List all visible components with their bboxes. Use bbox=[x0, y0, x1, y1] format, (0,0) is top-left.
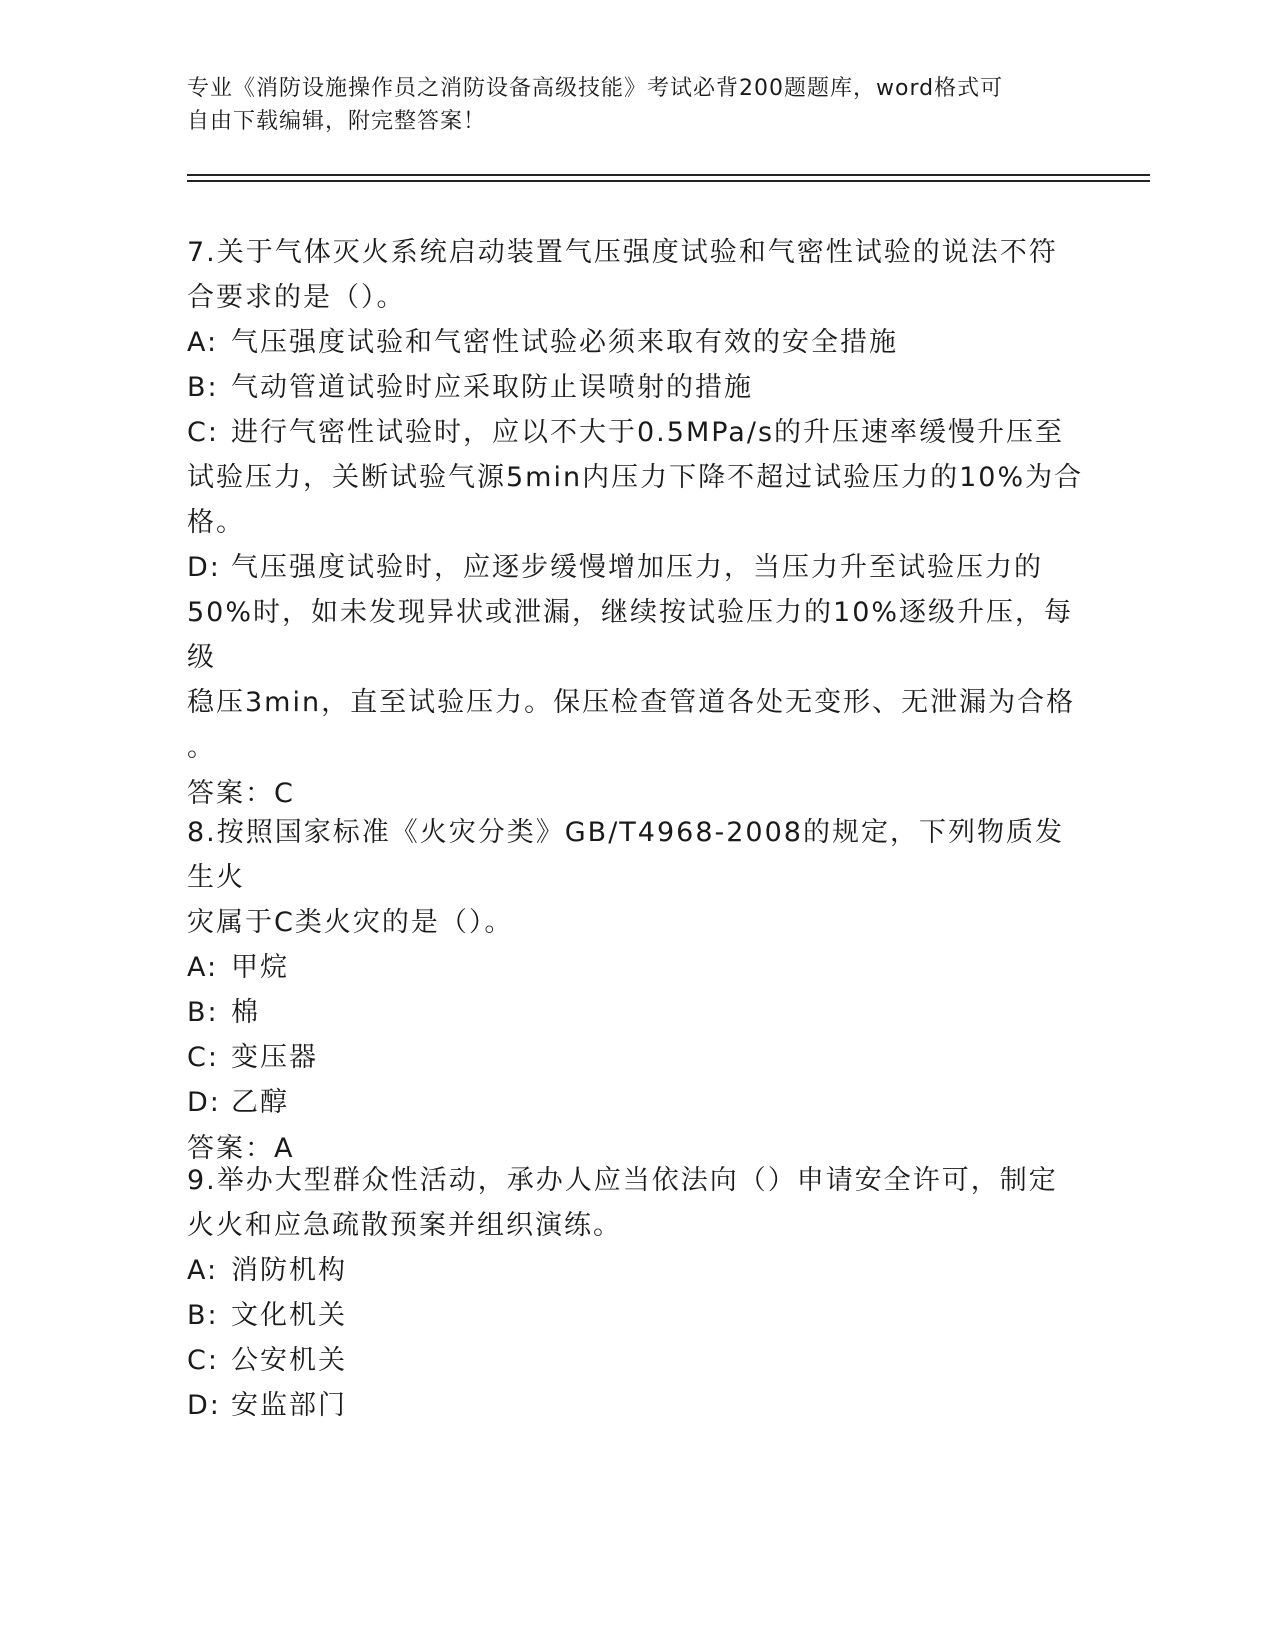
header-divider-top bbox=[187, 174, 1150, 176]
option-tag: B: bbox=[187, 372, 219, 403]
option-d bbox=[187, 1080, 1087, 1125]
answer-label: 答案：C bbox=[187, 778, 295, 809]
stem-line: 合要求的是（）。 bbox=[187, 282, 406, 313]
option-text: 50%时，如未发现异状或泄漏，继续按试验压力的10%逐级升压，每级 bbox=[187, 597, 1074, 673]
stem-line: 灾属于C类火灾的是（）。 bbox=[187, 907, 514, 938]
header-line-1: 专业《消防设施操作员之消防设备高级技能》考试必背200题题库，word格式可 bbox=[187, 76, 1004, 101]
option-text: 棉 bbox=[231, 997, 260, 1028]
question-9 bbox=[187, 1158, 1087, 1428]
option-text: 气压强度试验和气密性试验必须来取有效的安全措施 bbox=[231, 327, 898, 358]
option-c bbox=[187, 1035, 1087, 1080]
question-stem bbox=[187, 230, 1087, 320]
option-tag: A: bbox=[187, 1255, 219, 1286]
option-text: 气动管道试验时应采取防止误喷射的措施 bbox=[231, 372, 753, 403]
option-text: 安监部门 bbox=[231, 1390, 347, 1421]
option-b bbox=[187, 990, 1087, 1035]
option-b bbox=[187, 365, 1087, 410]
option-a bbox=[187, 1248, 1087, 1293]
question-stem bbox=[187, 810, 1087, 945]
stem-line: 8.按照国家标准《火灾分类》GB/T4968-2008的规定，下列物质发生火 bbox=[187, 817, 1064, 893]
option-text: 消防机构 bbox=[231, 1255, 347, 1286]
option-tag: C: bbox=[187, 417, 219, 448]
question-stem bbox=[187, 1158, 1087, 1248]
option-c bbox=[187, 1338, 1087, 1383]
option-tag: D: bbox=[187, 1087, 221, 1118]
option-a bbox=[187, 320, 1087, 365]
option-tag: D: bbox=[187, 1390, 221, 1421]
option-tag: D: bbox=[187, 552, 221, 583]
option-text: 气压强度试验时，应逐步缓慢增加压力，当压力升至试验压力的 bbox=[231, 552, 1043, 583]
document-header bbox=[187, 72, 1087, 138]
header-line-2: 自由下载编辑，附完整答案！ bbox=[187, 109, 487, 134]
option-tag: B: bbox=[187, 997, 219, 1028]
option-b bbox=[187, 1293, 1087, 1338]
option-tag: C: bbox=[187, 1345, 219, 1376]
option-tag: C: bbox=[187, 1042, 219, 1073]
option-text: 公安机关 bbox=[231, 1345, 347, 1376]
option-tag: B: bbox=[187, 1300, 219, 1331]
option-tag: A: bbox=[187, 952, 219, 983]
stem-line: 9.举办大型群众性活动，承办人应当依法向（）申请安全许可，制定 bbox=[187, 1165, 1058, 1196]
option-d bbox=[187, 545, 1087, 770]
option-text: 乙醇 bbox=[231, 1087, 289, 1118]
question-8 bbox=[187, 810, 1087, 1172]
header-divider-bottom bbox=[187, 180, 1150, 182]
option-text: 格。 bbox=[187, 507, 245, 538]
option-text: 文化机关 bbox=[231, 1300, 347, 1331]
option-text: 变压器 bbox=[231, 1042, 318, 1073]
option-text: 稳压3min，直至试验压力。保压检查管道各处无变形、无泄漏为合格 bbox=[187, 687, 1076, 718]
option-d bbox=[187, 1383, 1087, 1428]
option-a bbox=[187, 945, 1087, 990]
option-text: 甲烷 bbox=[231, 952, 289, 983]
option-c bbox=[187, 410, 1087, 545]
option-text: 进行气密性试验时，应以不大于0.5MPa/s的升压速率缓慢升压至 bbox=[231, 417, 1065, 448]
option-tag: A: bbox=[187, 327, 219, 358]
question-7 bbox=[187, 230, 1087, 817]
answer-label: 答案：A bbox=[187, 1133, 295, 1164]
option-text: 。 bbox=[187, 732, 216, 763]
stem-line: 火火和应急疏散预案并组织演练。 bbox=[187, 1210, 622, 1241]
option-text: 试验压力，关断试验气源5min内压力下降不超过试验压力的10%为合 bbox=[187, 462, 1084, 493]
stem-line: 7.关于气体灭火系统启动装置气压强度试验和气密性试验的说法不符 bbox=[187, 237, 1058, 268]
